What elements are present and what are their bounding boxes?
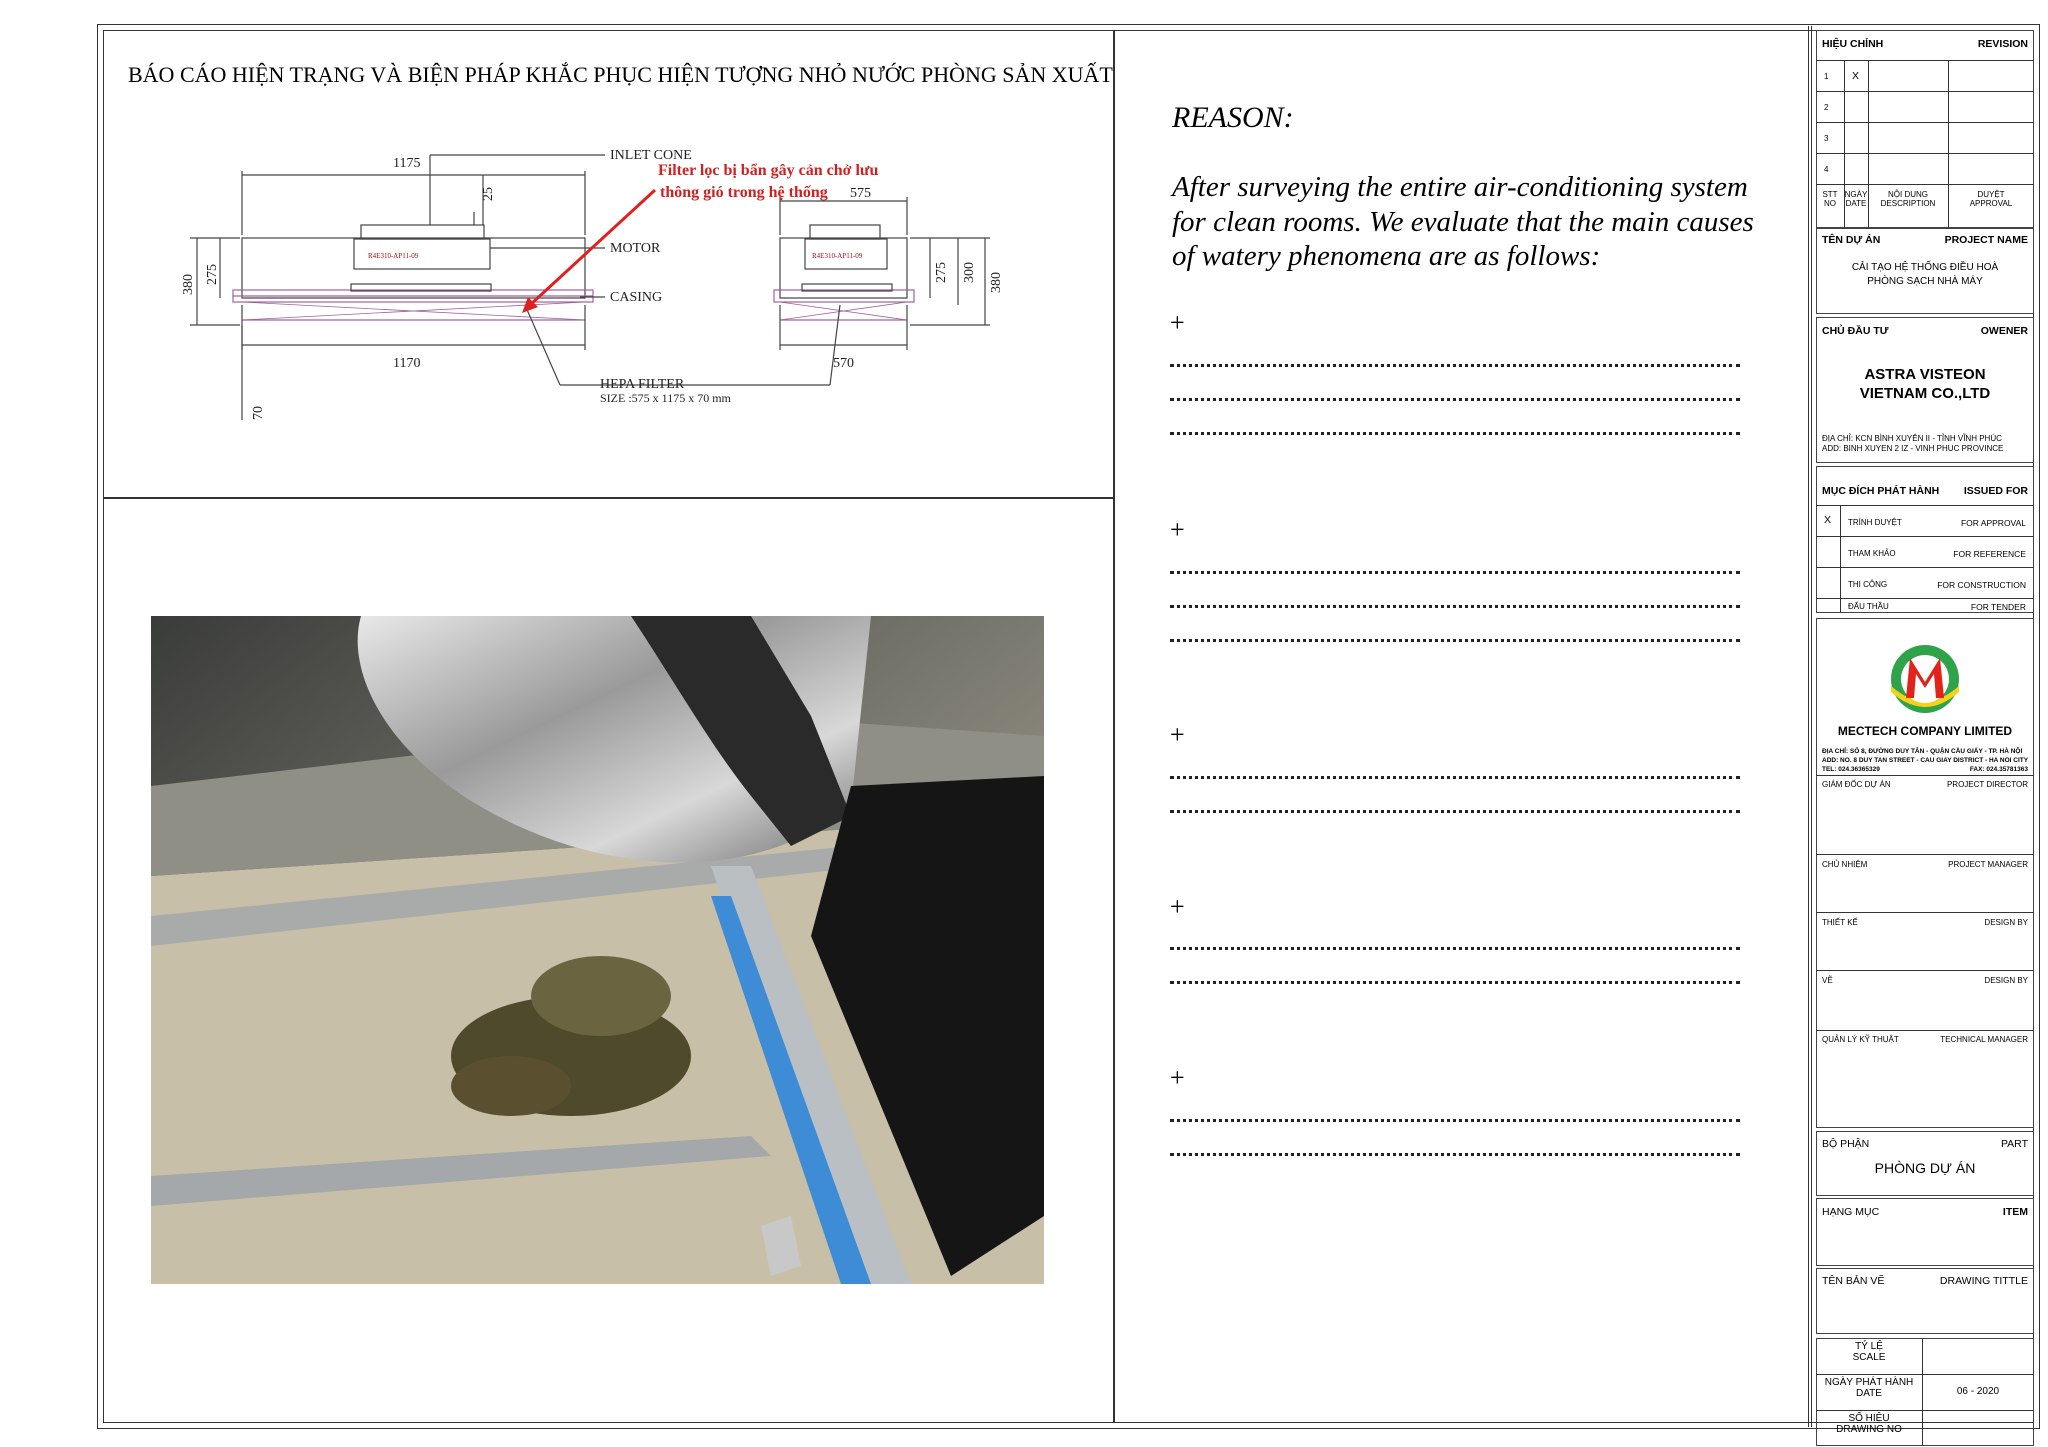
reason-item-4-line-1 [1170,946,1740,950]
revision-row-line [1816,153,2034,154]
dim-25: 25 [481,187,496,201]
reason-paragraph [1172,170,1802,274]
issued-tender-en: FOR TENDER [1970,602,2026,612]
reason-item-5-line-1 [1170,1118,1740,1122]
role-row-line [1816,1030,2034,1031]
role-project-director-vn: GIÁM ĐỐC DỰ ÁN [1822,780,1891,789]
issue-date-label [1816,1377,1922,1399]
owner-address-vn: ĐỊA CHỈ: KCN BÌNH XUYÊN II - TỈNH VĨNH PHÚC [1822,434,2002,443]
col-description-en: DESCRIPTION [1880,199,1936,208]
col-date-en: DATE [1845,199,1867,208]
issued-construction-vn: THI CÔNG [1848,580,1888,589]
issued-row-line [1816,598,2034,599]
revision-row-4-no: 4 [1824,165,1829,174]
dim-1170: 1170 [393,356,421,371]
motor-model-right: R4E310-AP11-09 [812,252,863,260]
label-filter-size: SIZE :575 x 1175 x 70 mm [600,391,731,405]
owner-name-line1: ASTRA VISTEON [1864,366,1986,383]
reason-line-3: of watery phenomena are as follows: [1172,240,1601,272]
dim-575: 575 [850,186,871,201]
dim-1175: 1175 [393,156,421,171]
report-title: BÁO CÁO HIỆN TRẠNG VÀ BIỆN PHÁP KHẮC PHỤC HIỆN TƯỢNG NHỎ NƯỚC PHÒNG SẢN XUẤT [128,62,1113,87]
reason-line-1: After surveying the entire air-conditioning system [1172,171,1748,203]
drawing-info-row-line [1816,1374,2034,1375]
company-address-en: ADD: NO. 8 DUY TAN STREET - CAU GIAY DISTRICT - HA NOI CITY [1822,757,2029,764]
role-design-vn: THIẾT KẾ [1822,918,1858,927]
col-description [1868,190,1948,208]
issued-construction-en: FOR CONSTRUCTION [1937,580,2026,590]
reason-item-5-bullet: + [1170,1063,1185,1092]
company-address-vn: ĐỊA CHỈ: SỐ 8, ĐƯỜNG DUY TÂN - QUẬN CẦU GIẤY - TP. HÀ NỘI [1822,748,2023,755]
issued-row-line [1816,505,2034,506]
project-name-line2: PHÒNG SẠCH NHÀ MÁY [1867,276,1983,287]
reason-item-3-line-2 [1170,809,1740,813]
reason-heading: REASON: [1172,101,1294,134]
revision-row-3-no: 3 [1824,134,1829,143]
col-stt-vn: STT [1822,190,1838,199]
dim-380-right: 380 [989,272,1004,293]
label-hepa-filter: HEPA FILTER [600,377,685,392]
owner-label-vn: CHỦ ĐẦU TƯ [1822,325,1889,337]
mectech-logo [1888,642,1962,716]
drawing-info-row-line [1816,1410,2034,1411]
label-casing: CASING [610,290,663,305]
issued-approval-en: FOR APPROVAL [1960,518,2026,528]
drawing-no-label-vn: SỐ HIỆU [1848,1413,1890,1424]
drawing-no-label-en: DRAWING NO [1836,1424,1902,1435]
reason-item-4-line-2 [1170,980,1740,984]
dim-300-right: 300 [962,262,977,283]
role-draft-en: DESIGN BY [1984,976,2028,985]
filter-note-line2: thông gió trong hệ thống [660,184,828,201]
reason-item-1-line-1 [1170,363,1740,367]
scale-label [1816,1341,1922,1363]
reason-item-1-line-2 [1170,397,1740,401]
issued-row-line [1816,536,2034,537]
issue-date-label-vn: NGÀY PHÁT HÀNH [1824,1377,1914,1388]
part-value: PHÒNG DỰ ÁN [1874,1160,1976,1176]
reason-item-3-line-1 [1170,775,1740,779]
owner-label-en: OWENER [1980,325,2028,337]
reason-item-2-line-2 [1170,604,1740,608]
revision-row-line [1816,91,2034,92]
label-inlet-cone: INLET CONE [610,148,692,163]
dim-70: 70 [251,406,266,420]
drawing-title-label-en: DRAWING TITTLE [1939,1275,2028,1287]
reason-item-3-bullet: + [1170,720,1185,749]
reason-item-2-line-1 [1170,570,1740,574]
revision-row-line [1816,184,2034,185]
dim-275-right: 275 [934,262,949,283]
ceiling-water-stain-photo [151,616,1044,1284]
issued-reference-en: FOR REFERENCE [1953,549,2026,559]
col-approval [1948,190,2034,208]
owner-address-en: ADD: BINH XUYEN 2 IZ - VINH PHUC PROVINCE [1822,444,2004,453]
part-label-en: PART [2000,1138,2028,1150]
reason-item-2-bullet: + [1170,515,1185,544]
item-label-en: ITEM [2002,1206,2028,1218]
col-approval-vn: DUYỆT [1977,190,2005,199]
motor-model-left: R4E310-AP11-09 [368,252,419,260]
col-stt [1816,190,1844,208]
issued-tender-vn: ĐẤU THẦU [1848,602,1889,611]
role-project-manager-vn: CHỦ NHIỆM [1822,860,1868,869]
role-design-en: DESIGN BY [1984,918,2028,927]
dim-275-left: 275 [205,264,220,285]
scale-label-vn: TỶ LỆ [1855,1341,1883,1352]
col-date [1844,190,1868,208]
role-row-line [1816,775,2034,776]
revision-row-2-no: 2 [1824,103,1829,112]
drawing-no-label [1816,1413,1922,1435]
company-fax: FAX: 024.35781363 [1969,766,2028,773]
project-label-en: PROJECT NAME [1944,234,2028,246]
company-name: MECTECH COMPANY LIMITED [1837,724,2013,738]
company-tel: TEL: 024.36365329 [1822,766,1880,773]
scale-label-en: SCALE [1852,1352,1886,1363]
part-label-vn: BỘ PHẬN [1822,1138,1870,1150]
panel-divider-horizontal [103,497,1114,499]
role-technical-manager-vn: QUẢN LÝ KỸ THUẬT [1822,1035,1899,1044]
role-technical-manager-en: TECHNICAL MANAGER [1940,1035,2028,1044]
reason-item-4-bullet: + [1170,892,1185,921]
dim-570: 570 [833,356,854,371]
revision-row-line [1816,60,2034,61]
role-row-line [1816,912,2034,913]
role-draft-vn: VẼ [1822,976,1833,985]
title-block [1816,30,2034,1435]
col-description-vn: NỘI DUNG [1888,190,1928,199]
role-project-manager-en: PROJECT MANAGER [1948,860,2028,869]
title-block-divider [1808,26,1812,1427]
role-row-line [1816,854,2034,855]
revision-label-vn: HIỆU CHỈNH [1822,38,1884,50]
reason-line-2: for clean rooms. We evaluate that the main causes [1172,205,1754,238]
col-approval-en: APPROVAL [1969,199,2013,208]
issued-row-line [1816,567,2034,568]
reason-item-1-bullet: + [1170,308,1185,337]
drawing-title-label-vn: TÊN BẢN VẼ [1822,1275,1885,1287]
filter-note-line1: Filter lọc bị bẩn gây cản chở lưu [658,162,879,179]
dim-380-left: 380 [181,274,196,295]
issued-approval-vn: TRÌNH DUYỆT [1848,518,1902,527]
fan-filter-unit-drawing [150,135,1050,425]
reason-item-2-line-3 [1170,638,1740,642]
role-project-director-en: PROJECT DIRECTOR [1946,780,2028,789]
issued-col-line [1840,505,1841,613]
reason-item-1-line-3 [1170,431,1740,435]
panel-divider-vertical [1113,30,1115,1423]
role-row-line [1816,970,2034,971]
revision-row-line [1816,122,2034,123]
col-stt-en: NO [1824,199,1836,208]
issue-date-value: 06 - 2020 [1956,1386,2000,1397]
issued-checkbox-approval[interactable]: X [1824,514,1832,526]
project-name-line1: CẢI TẠO HỆ THỐNG ĐIỀU HOÀ [1851,262,1999,273]
col-date-vn: NGÀY [1844,190,1868,199]
reason-item-5-line-2 [1170,1152,1740,1156]
project-label-vn: TÊN DỰ ÁN [1822,234,1881,246]
revision-row-1-mark: X [1852,70,1860,82]
label-motor: MOTOR [610,241,661,256]
issued-reference-vn: THAM KHẢO [1848,549,1896,558]
owner-name-line2: VIETNAM CO.,LTD [1859,385,1991,402]
item-label-vn: HẠNG MỤC [1822,1206,1880,1218]
revision-label-en: REVISION [1977,38,2028,50]
issued-label-vn: MỤC ĐÍCH PHÁT HÀNH [1822,485,1940,497]
issued-label-en: ISSUED FOR [1963,485,2028,497]
issue-date-label-en: DATE [1856,1388,1882,1399]
revision-row-1-no: 1 [1824,72,1829,81]
